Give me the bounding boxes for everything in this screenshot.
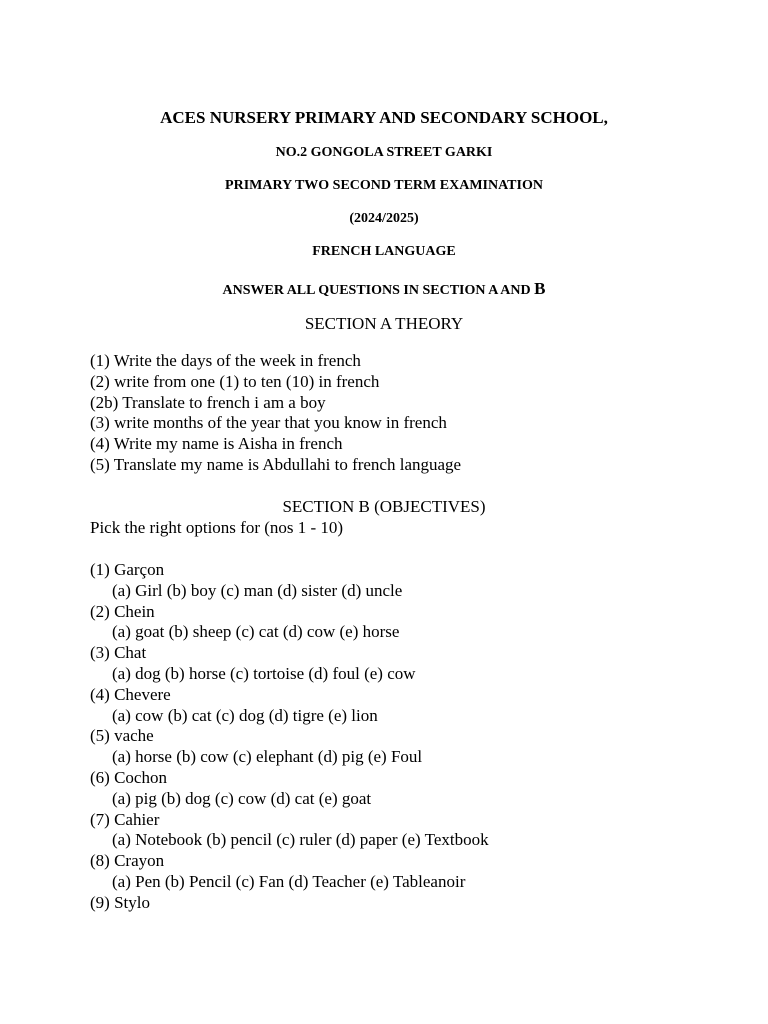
exam-instruction: [0, 279, 768, 299]
objective-options: (a) goat (b) sheep (c) cat (d) cow (e) horse: [112, 622, 400, 642]
objective-word: (4) Chevere: [90, 684, 171, 704]
section-a-questions: [90, 351, 730, 476]
objective-word: (8) Crayon: [90, 851, 165, 871]
objective-word: (1) Garçon: [90, 560, 165, 579]
theory-question: (2) write from one (1) to ten (10) in french: [90, 371, 380, 391]
theory-question: (2b) Translate to french i am a boy: [90, 392, 326, 412]
exam-instruction-end: B: [534, 279, 546, 298]
objective-options: (a) Girl (b) boy (c) man (d) sister (d) uncle: [112, 580, 403, 600]
school-name: ACES NURSERY PRIMARY AND SECONDARY SCHOOL,: [160, 108, 608, 127]
exam-subject: FRENCH LANGUAGE: [312, 244, 456, 259]
exam-instruction-text: ANSWER ALL QUESTIONS IN SECTION A AND: [222, 283, 535, 298]
section-a-title: SECTION A THEORY: [304, 314, 464, 333]
theory-question: (1) Write the days of the week in french: [90, 351, 361, 370]
objective-word: (2) Chein: [90, 601, 155, 621]
objective-options: (a) Pen (b) Pencil (c) Fan (d) Teacher (e) Tableanoir: [112, 871, 466, 891]
objective-word: (3) Chat: [90, 643, 147, 663]
objective-options: (a) cow (b) cat (c) dog (d) tigre (e) lion: [112, 705, 378, 725]
school-address: NO.2 GONGOLA STREET GARKI: [275, 145, 493, 160]
objective-options: (a) Notebook (b) pencil (c) ruler (d) paper (e) Textbook: [112, 830, 489, 850]
theory-question: (3) write months of the year that you know in french: [90, 413, 447, 433]
objective-options: (a) horse (b) cow (c) elephant (d) pig (e) Foul: [112, 747, 423, 767]
objective-word: (6) Cochon: [90, 767, 167, 787]
section-b-instruction-text: Pick the right options for (nos 1 - 10): [90, 518, 344, 537]
exam-title: PRIMARY TWO SECOND TERM EXAMINATION: [225, 178, 543, 193]
section-b-title: SECTION B (OBJECTIVES): [282, 497, 486, 516]
exam-session: (2024/2025): [349, 211, 419, 226]
theory-question: (5) Translate my name is Abdullahi to french language: [90, 454, 462, 474]
objective-word: (7) Cahier: [90, 809, 160, 829]
theory-question: (4) Write my name is Aisha in french: [90, 434, 343, 454]
objective-word: (5) vache: [90, 726, 154, 746]
objective-options: (a) dog (b) horse (c) tortoise (d) foul (e) cow: [112, 663, 416, 683]
section-b-instruction: [90, 518, 730, 539]
section-b-questions: [90, 560, 730, 914]
objective-options: (a) pig (b) dog (c) cow (d) cat (e) goat: [112, 788, 372, 808]
objective-word: (9) Stylo: [90, 892, 150, 912]
